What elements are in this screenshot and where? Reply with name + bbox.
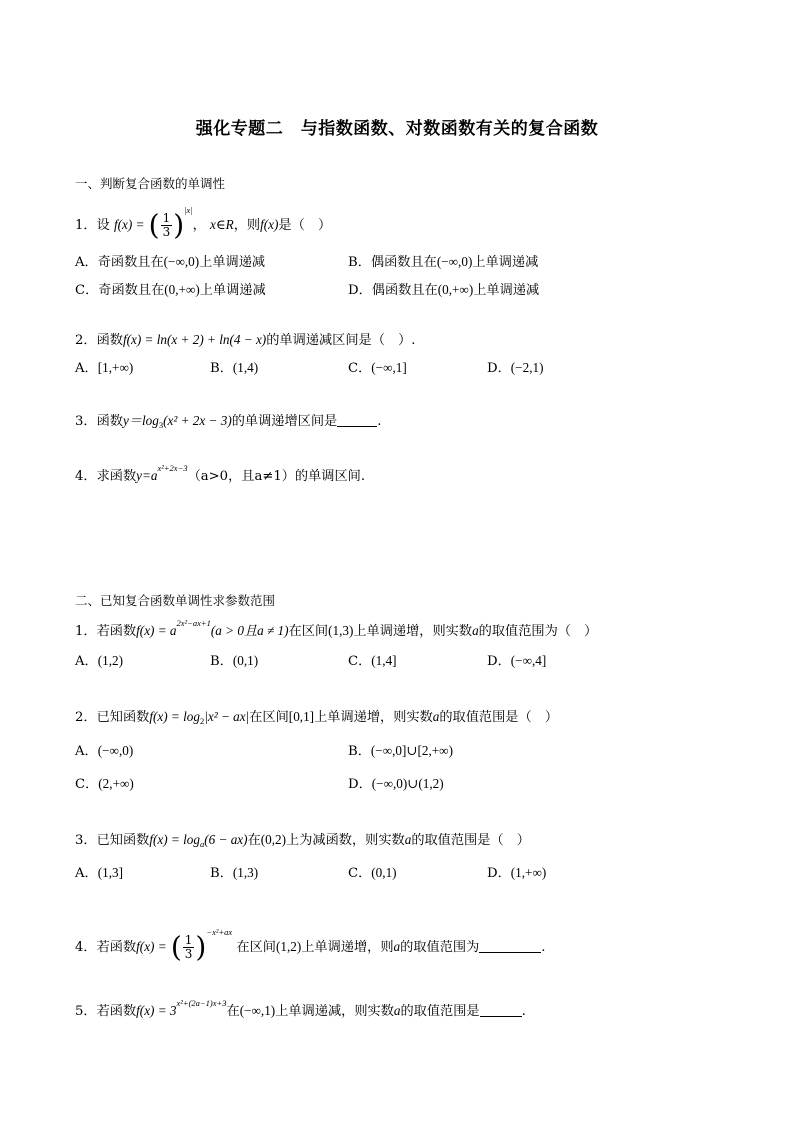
option-label: A． [75, 361, 98, 376]
formula-fx: f(x) [260, 217, 279, 232]
formula: f(x) = a [136, 623, 177, 638]
s2-q3-option-a[interactable] [75, 864, 123, 883]
question-number: 5． [75, 1004, 97, 1019]
option-label: C． [348, 654, 372, 669]
formula-argument: (6 − ax) [204, 832, 248, 847]
option-label: D． [487, 361, 511, 376]
s1-q1-option-d[interactable] [348, 281, 539, 300]
formula-paren: ( [170, 930, 182, 964]
question-number: 2． [75, 710, 97, 725]
log-base: 3 [158, 420, 164, 430]
option-label: C． [75, 283, 99, 298]
punctuation: . [541, 940, 546, 955]
question-text: 设 [96, 218, 110, 233]
formula: f(x) = 3 [136, 1003, 177, 1018]
s2-q2-option-b[interactable] [348, 742, 453, 761]
option-text: 上单调递减 [473, 283, 540, 298]
answer-blank[interactable] [480, 1004, 522, 1017]
option-label: A． [75, 654, 98, 669]
formula-exponent: x²+(2a−1)x+3 [176, 998, 227, 1008]
s1-q2-option-d[interactable] [487, 359, 543, 378]
option-value: (−2,1) [510, 360, 544, 375]
s2-q1-option-d[interactable] [487, 652, 546, 671]
s2-q1-stem [75, 618, 598, 641]
option-value: (1,3] [97, 865, 123, 880]
question-text: 在 [247, 833, 261, 848]
s2-q4-stem: 4．若函数f(x) = ( $\frac{1}{3}$ )−x²+ax 在区间(1,2)上单调递增，则a的取值范围为 . [75, 927, 546, 964]
formula-condition: (a > 0且a ≠ 1) [210, 623, 289, 638]
formula-interval: (−∞,1) [239, 1003, 276, 1018]
question-text: 的取值范围是 [400, 1004, 480, 1019]
formula-paren: ) [195, 930, 207, 964]
formula: f(x) = log [149, 709, 200, 724]
log-base: 2 [199, 716, 205, 726]
s2-q3-option-d[interactable] [487, 864, 546, 883]
option-value: (1,2) [97, 653, 123, 668]
option-label: D． [487, 654, 511, 669]
fraction-numerator: 1 [184, 933, 193, 947]
option-label: B． [210, 654, 233, 669]
option-value: (−∞,0)∪(1,2) [371, 776, 444, 791]
s2-q2-option-a[interactable] [75, 742, 133, 761]
option-text: 偶函数且在 [371, 283, 438, 298]
punctuation: . [521, 1004, 526, 1019]
formula-argument: |x² − ax| [204, 709, 250, 724]
question-number: 3． [75, 833, 97, 848]
option-label: B． [210, 866, 233, 881]
answer-blank[interactable] [337, 414, 377, 427]
section-2-heading: 二、已知复合函数单调性求参数范围 [75, 593, 276, 608]
option-label: C． [348, 361, 372, 376]
option-value: (1,+∞) [510, 865, 547, 880]
formula-fraction [183, 934, 195, 961]
question-text: 是（ ） [278, 218, 332, 233]
question-number: 4． [75, 469, 97, 484]
option-value: (2,+∞) [98, 776, 134, 791]
option-value: (0,1) [232, 653, 259, 668]
fraction-denominator: 3 [162, 225, 171, 239]
option-interval: (0,+∞) [164, 282, 200, 297]
variable: a [404, 832, 412, 847]
log-base: a [199, 839, 205, 849]
s1-q1-stem: 1．设 f(x) = ( $\frac{1}{3}$ )|x|， x∈R，则f(x)是（ ） [75, 205, 332, 242]
question-text: 的取值范围为（ ） [478, 624, 598, 639]
question-text: ，则 [233, 218, 261, 233]
answer-blank[interactable] [479, 940, 541, 953]
question-number: 1． [75, 218, 97, 233]
option-value: (−∞,1] [371, 360, 407, 375]
s1-q1-option-c[interactable] [75, 281, 266, 300]
option-text: 奇函数且在 [97, 255, 164, 270]
s2-q2-option-d[interactable] [348, 775, 444, 794]
question-text: 求函数 [96, 469, 137, 484]
s2-q2-stem [75, 708, 558, 727]
fraction-numerator: 1 [162, 211, 171, 225]
option-value: (1,3) [232, 865, 259, 880]
fraction-denominator: 3 [184, 947, 193, 961]
question-text: （a>0，且a≠1）的单调区间. [187, 469, 366, 484]
option-text: 偶函数且在 [370, 255, 437, 270]
s2-q1-option-a[interactable] [75, 652, 123, 671]
question-text: 函数 [96, 333, 123, 348]
formula-paren: ) [173, 208, 185, 242]
question-text: 已知函数 [96, 710, 150, 725]
option-label: D． [348, 283, 372, 298]
formula-interval: [0,1] [288, 709, 315, 724]
question-text: 在区间 [236, 940, 276, 955]
s2-q1-option-b[interactable] [210, 652, 258, 671]
option-interval: (0,+∞) [437, 282, 474, 297]
formula-interval: (1,3) [328, 623, 354, 638]
s1-q1-option-a[interactable] [75, 253, 265, 272]
question-text: 在 [226, 1004, 240, 1019]
formula: f(x) = [136, 939, 167, 954]
question-text: 的取值范围是（ ） [411, 833, 530, 848]
question-number: 3． [75, 414, 97, 429]
variable: a [393, 1003, 401, 1018]
option-interval: (−∞,0) [163, 254, 200, 269]
formula: y＝log [122, 413, 159, 428]
s1-q2-option-a[interactable] [75, 359, 133, 378]
question-text: 的取值范围为 [400, 940, 480, 955]
formula-fraction [161, 212, 173, 239]
option-label: D． [487, 866, 511, 881]
option-label: B． [348, 255, 371, 270]
formula-exponent: 2x²−ax+1 [176, 618, 211, 628]
option-value: (1,4] [371, 653, 397, 668]
question-number: 4． [75, 940, 97, 955]
punctuation: ， [192, 218, 206, 233]
option-interval: (−∞,0) [436, 254, 473, 269]
option-label: C． [75, 777, 99, 792]
s1-q2-option-b[interactable] [210, 359, 258, 378]
s2-q1-option-c[interactable] [348, 652, 397, 671]
variable: a [432, 709, 440, 724]
s1-q2-option-c[interactable] [348, 359, 407, 378]
option-text: 上单调递减 [199, 255, 266, 270]
option-value: (−∞,0]∪[2,+∞) [370, 743, 453, 758]
formula: f(x) = ln(x + 2) + ln(4 − x) [122, 332, 267, 347]
formula-exponent: x²+2x−3 [157, 463, 188, 473]
question-text: 的取值范围是（ ） [439, 710, 559, 725]
question-number: 1． [75, 624, 97, 639]
variable: a [472, 623, 479, 638]
question-text: 在区间 [249, 710, 289, 725]
option-label: A． [75, 255, 98, 270]
option-label: B． [210, 361, 233, 376]
s2-q3-option-b[interactable] [210, 864, 258, 883]
formula: y=a [136, 468, 158, 483]
formula-interval: (1,2) [275, 939, 302, 954]
punctuation: . [377, 414, 382, 429]
option-label: C． [348, 866, 372, 881]
formula-condition: x∈R [210, 217, 234, 232]
question-text: 函数 [96, 414, 123, 429]
formula-paren: ( [148, 208, 160, 242]
option-value: (−∞,4] [510, 653, 547, 668]
question-text: 上单调递减，则实数 [275, 1004, 394, 1019]
option-text: 上单调递减 [472, 255, 539, 270]
question-text: 若函数 [96, 940, 137, 955]
question-text: 上为减函数，则实数 [286, 833, 405, 848]
s1-q2-stem [75, 331, 415, 350]
option-value: (0,1) [371, 865, 397, 880]
question-text: 的单调递减区间是（ ）. [266, 333, 416, 348]
document-title: 强化专题二 与指数函数、对数函数有关的复合函数 [195, 119, 599, 139]
s2-q2-option-c[interactable] [75, 775, 134, 794]
s2-q3-option-c[interactable] [348, 864, 397, 883]
formula-argument: (x² + 2x − 3) [163, 413, 232, 428]
question-text: 在区间 [288, 624, 329, 639]
option-label: A． [75, 744, 98, 759]
option-text: 上单调递减 [199, 283, 266, 298]
question-text: 若函数 [96, 1004, 137, 1019]
option-label: B． [348, 744, 371, 759]
s2-q5-stem [75, 998, 526, 1021]
option-text: 奇函数且在 [98, 283, 165, 298]
formula-lhs: f(x) = [113, 217, 145, 232]
question-number: 2． [75, 333, 97, 348]
formula-interval: (0,2) [260, 832, 287, 847]
option-label: A． [75, 866, 98, 881]
section-1-heading: 一、判断复合函数的单调性 [75, 176, 226, 191]
question-text: 上单调递增，则实数 [314, 710, 433, 725]
formula: f(x) = log [149, 832, 200, 847]
question-text: 若函数 [96, 624, 137, 639]
question-text: 上单调递增，则实数 [353, 624, 473, 639]
s1-q1-option-b[interactable] [348, 253, 538, 272]
s1-q3-stem [75, 412, 381, 431]
question-text: 已知函数 [96, 833, 150, 848]
option-value: (1,4) [232, 360, 259, 375]
option-value: (−∞,0) [97, 743, 134, 758]
variable: a [393, 939, 401, 954]
s1-q4-stem [75, 463, 366, 486]
option-label: D． [348, 777, 372, 792]
s2-q3-stem [75, 831, 530, 850]
option-value: [1,+∞) [97, 360, 134, 375]
question-text: 的单调递增区间是 [231, 414, 338, 429]
question-text: 上单调递增，则 [301, 940, 394, 955]
